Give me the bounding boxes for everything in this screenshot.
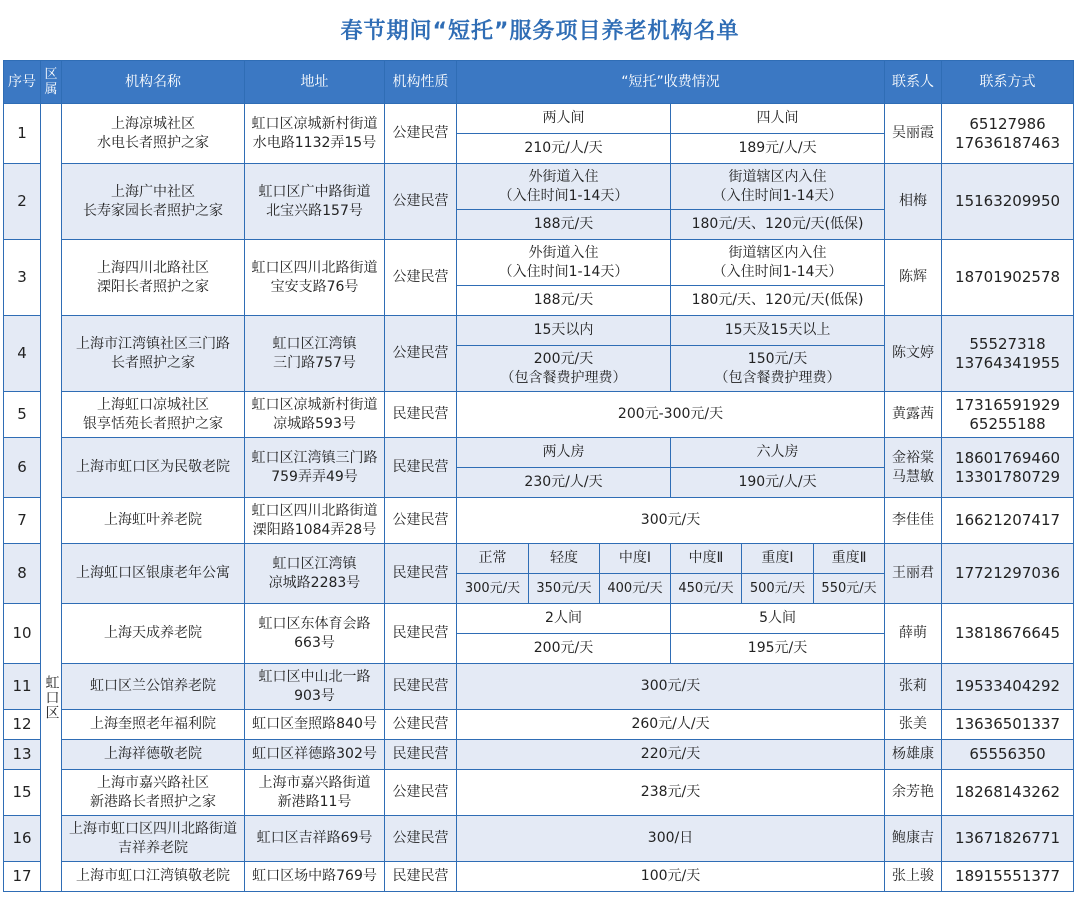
text-line: 13671826771 — [955, 829, 1061, 847]
row-index: 7 — [4, 498, 41, 544]
text-line: 外街道入住 — [528, 168, 599, 185]
contact-phone — [942, 544, 1074, 604]
text-line: 外街道入住 — [528, 244, 599, 261]
contact-phone — [942, 604, 1074, 664]
contact-person — [885, 240, 942, 316]
care-level-price: 550元/天 — [814, 574, 885, 604]
text-line: 张美 — [899, 716, 928, 732]
text-line: 150元/天 — [747, 350, 808, 367]
fee-flat: 260元/人/天 — [457, 710, 885, 740]
contact-phone — [942, 438, 1074, 498]
contact-person — [885, 710, 942, 740]
row-index: 11 — [4, 664, 41, 710]
text-line: 上海市虹口区四川北路街道 — [69, 820, 237, 837]
text-line: 水电长者照护之家 — [97, 134, 209, 151]
institution-address — [245, 544, 385, 604]
institution-name — [62, 240, 245, 316]
contact-phone — [942, 498, 1074, 544]
care-level-price: 350元/天 — [529, 574, 600, 604]
text-line: 17316591929 — [955, 395, 1061, 414]
text-line: （入住时间1-14天） — [498, 263, 629, 280]
row-index: 12 — [4, 710, 41, 740]
row-index: 4 — [4, 316, 41, 392]
text-line: 188元/天 — [533, 216, 594, 232]
contact-phone — [942, 104, 1074, 164]
table-row — [4, 770, 1074, 816]
institution-nature: 民建民营 — [385, 438, 457, 498]
institution-name — [62, 438, 245, 498]
text-line: 虹口区奎照路840号 — [252, 716, 377, 732]
text-line: 180元/天、120元/天(低保) — [691, 292, 864, 308]
text-line: 王丽君 — [892, 565, 935, 581]
text-line: （包含餐费护理费） — [500, 369, 627, 386]
row-index: 3 — [4, 240, 41, 316]
text-line: 189元/人/天 — [738, 140, 817, 156]
text-line: 街道辖区内入住 — [728, 244, 827, 261]
fee-price — [671, 286, 885, 316]
district-cell — [41, 104, 62, 892]
fee-price — [457, 134, 671, 164]
text-line: 两人房 — [542, 444, 585, 460]
institution-nature: 公建民营 — [385, 498, 457, 544]
table-row — [4, 544, 1074, 574]
table-row — [4, 740, 1074, 770]
row-index: 6 — [4, 438, 41, 498]
text-line: 上海市嘉兴路街道 — [258, 774, 371, 791]
fee-flat: 238元/天 — [457, 770, 885, 816]
text-line: 两人间 — [542, 110, 585, 126]
fee-room-type — [671, 164, 885, 210]
institution-address — [245, 498, 385, 544]
institution-name — [62, 770, 245, 816]
table-row — [4, 164, 1074, 210]
table-row — [4, 104, 1074, 134]
contact-person — [885, 544, 942, 604]
text-line: 13636501337 — [955, 715, 1061, 733]
institution-name — [62, 740, 245, 770]
contact-person — [885, 816, 942, 862]
text-line: 虹口区江湾镇 — [272, 555, 357, 572]
text-line: （包含餐费护理费） — [714, 369, 841, 386]
text-line: 相梅 — [899, 193, 928, 209]
contact-person — [885, 664, 942, 710]
contact-person — [885, 438, 942, 498]
text-line: 上海虹口区银康老年公寓 — [76, 565, 230, 581]
text-line: 上海四川北路社区 — [97, 259, 209, 276]
contact-person — [885, 740, 942, 770]
text-line: 上海市虹口江湾镇敬老院 — [76, 868, 230, 884]
text-line: 65556350 — [969, 745, 1046, 763]
text-line: 银享恬苑长者照护之家 — [83, 415, 223, 432]
header-fees: “短托”收费情况 — [457, 61, 885, 104]
contact-phone — [942, 740, 1074, 770]
fee-flat: 300元/天 — [457, 498, 885, 544]
fee-room-type — [457, 104, 671, 134]
text-line: 吉祥养老院 — [118, 839, 188, 856]
institution-name — [62, 710, 245, 740]
text-line: 180元/天、120元/天(低保) — [691, 216, 864, 232]
text-line: 上海广中社区 — [111, 183, 195, 200]
header-district: 区属 — [41, 61, 62, 104]
text-line: 薛萌 — [899, 625, 928, 641]
contact-phone — [942, 164, 1074, 240]
fee-room-type — [457, 604, 671, 634]
fee-price — [671, 346, 885, 392]
text-line: 18915551377 — [955, 867, 1061, 885]
text-line: （入住时间1-14天） — [498, 187, 629, 204]
fee-price — [671, 634, 885, 664]
text-line: （入住时间1-14天） — [712, 263, 843, 280]
text-line: 188元/天 — [533, 292, 594, 308]
text-line: 三门路757号 — [273, 354, 356, 371]
text-line: 水电路1132弄15号 — [252, 134, 377, 151]
page-title: 春节期间“短托”服务项目养老机构名单 — [340, 19, 740, 44]
fee-price — [457, 286, 671, 316]
text-line: 宝安支路76号 — [270, 278, 359, 295]
text-line: 18601769460 — [955, 448, 1061, 467]
text-line: 余芳艳 — [892, 784, 935, 800]
institution-name — [62, 862, 245, 892]
fee-flat: 200元-300元/天 — [457, 392, 885, 438]
institution-name — [62, 816, 245, 862]
text-line: 上海虹口凉城社区 — [97, 396, 209, 413]
text-line: 陈文婷 — [892, 345, 935, 361]
institution-name — [62, 544, 245, 604]
text-line: 5人间 — [759, 610, 796, 626]
institution-nature: 民建民营 — [385, 862, 457, 892]
care-level-price: 300元/天 — [457, 574, 529, 604]
text-line: 上海市嘉兴路社区 — [97, 774, 209, 791]
row-index: 10 — [4, 604, 41, 664]
district-label: 虹口区 — [43, 675, 60, 720]
institution-nature: 公建民营 — [385, 104, 457, 164]
text-line: 上海市虹口区为民敬老院 — [76, 459, 230, 475]
contact-phone — [942, 240, 1074, 316]
header-phone: 联系方式 — [942, 61, 1074, 104]
table-row — [4, 240, 1074, 286]
institution-address — [245, 862, 385, 892]
institution-name — [62, 664, 245, 710]
row-index: 16 — [4, 816, 41, 862]
institution-address — [245, 104, 385, 164]
contact-person — [885, 498, 942, 544]
fee-room-type — [671, 316, 885, 346]
table-row — [4, 316, 1074, 346]
institution-address — [245, 604, 385, 664]
table-row — [4, 498, 1074, 544]
institution-name — [62, 392, 245, 438]
text-line: 街道辖区内入住 — [728, 168, 827, 185]
row-index: 2 — [4, 164, 41, 240]
text-line: 200元/天 — [533, 350, 594, 367]
table-row — [4, 438, 1074, 468]
text-line: 上海凉城社区 — [111, 115, 195, 132]
institution-address — [245, 438, 385, 498]
text-line: 17721297036 — [955, 564, 1061, 582]
care-level: 重度Ⅱ — [814, 544, 885, 574]
fee-flat: 300元/天 — [457, 664, 885, 710]
fee-room-type — [457, 316, 671, 346]
institution-name — [62, 498, 245, 544]
institution-address — [245, 710, 385, 740]
text-line: 虹口区广中路街道 — [258, 183, 371, 200]
care-level: 正常 — [457, 544, 529, 574]
fee-price — [457, 468, 671, 498]
row-index: 8 — [4, 544, 41, 604]
text-line: 虹口区中山北一路 — [258, 668, 371, 685]
text-line: 鲍康吉 — [892, 830, 935, 846]
contact-phone — [942, 664, 1074, 710]
institution-nature: 民建民营 — [385, 664, 457, 710]
institution-nature: 公建民营 — [385, 710, 457, 740]
text-line: 17636187463 — [955, 133, 1061, 152]
fee-flat: 100元/天 — [457, 862, 885, 892]
text-line: 虹口区凉城新村街道 — [251, 396, 378, 413]
fee-room-type — [457, 438, 671, 468]
row-index: 5 — [4, 392, 41, 438]
fee-room-type — [457, 164, 671, 210]
fee-price — [671, 468, 885, 498]
contact-person — [885, 604, 942, 664]
institution-name — [62, 104, 245, 164]
row-index: 15 — [4, 770, 41, 816]
text-line: 200元/天 — [533, 640, 594, 656]
text-line: 四人间 — [756, 110, 799, 126]
text-line: 230元/人/天 — [524, 474, 603, 490]
text-line: 虹口区场中路769号 — [252, 868, 377, 884]
fee-room-type — [671, 240, 885, 286]
text-line: 上海奎照老年福利院 — [90, 716, 216, 732]
institution-address — [245, 164, 385, 240]
row-index: 17 — [4, 862, 41, 892]
text-line: 金裕棠 — [892, 449, 935, 466]
table-row — [4, 816, 1074, 862]
header-row — [4, 61, 1074, 104]
text-line: 上海天成养老院 — [104, 625, 202, 641]
table-row — [4, 710, 1074, 740]
text-line: 杨雄康 — [892, 746, 935, 762]
table-row — [4, 604, 1074, 634]
text-line: 903号 — [294, 687, 335, 704]
header-contact: 联系人 — [885, 61, 942, 104]
text-line: 195元/天 — [747, 640, 808, 656]
header-index: 序号 — [4, 61, 41, 104]
text-line: 北宝兴路157号 — [266, 202, 363, 219]
text-line: 溧阳路1084弄28号 — [252, 521, 377, 538]
text-line: 759弄弄49号 — [271, 468, 358, 485]
contact-phone — [942, 862, 1074, 892]
text-line: 虹口区四川北路街道 — [251, 502, 378, 519]
text-line: 六人房 — [756, 444, 799, 460]
care-level: 轻度 — [529, 544, 600, 574]
institution-nature: 公建民营 — [385, 816, 457, 862]
contact-phone — [942, 710, 1074, 740]
institution-address — [245, 740, 385, 770]
text-line: 凉城路2283号 — [268, 574, 361, 591]
fee-price — [457, 346, 671, 392]
text-line: 65127986 — [969, 114, 1046, 133]
fee-price — [457, 634, 671, 664]
text-line: 新港路11号 — [277, 793, 352, 810]
text-line: 溧阳长者照护之家 — [97, 278, 209, 295]
institution-address — [245, 664, 385, 710]
text-line: 长寿家园长者照护之家 — [83, 202, 223, 219]
contact-person — [885, 392, 942, 438]
text-line: 13764341955 — [955, 353, 1061, 372]
row-index: 1 — [4, 104, 41, 164]
text-line: 虹口区四川北路街道 — [251, 259, 378, 276]
institution-nature: 民建民营 — [385, 392, 457, 438]
care-level: 重度Ⅰ — [742, 544, 814, 574]
care-level-price: 450元/天 — [671, 574, 742, 604]
care-level-price: 400元/天 — [600, 574, 671, 604]
institution-nature: 民建民营 — [385, 740, 457, 770]
fee-room-type — [457, 240, 671, 286]
text-line: 210元/人/天 — [524, 140, 603, 156]
text-line: 65255188 — [969, 414, 1046, 433]
text-line: 190元/人/天 — [738, 474, 817, 490]
text-line: （入住时间1-14天） — [712, 187, 843, 204]
care-level-price: 500元/天 — [742, 574, 814, 604]
contact-phone — [942, 392, 1074, 438]
text-line: 55527318 — [969, 334, 1046, 353]
text-line: 15163209950 — [955, 192, 1061, 210]
text-line: 上海祥德敬老院 — [104, 746, 202, 762]
institution-table — [3, 60, 1074, 892]
text-line: 虹口区吉祥路69号 — [256, 830, 373, 846]
institution-nature: 公建民营 — [385, 770, 457, 816]
text-line: 凉城路593号 — [273, 415, 356, 432]
contact-person — [885, 770, 942, 816]
text-line: 吴丽霞 — [892, 125, 935, 141]
institution-nature: 公建民营 — [385, 240, 457, 316]
row-index: 13 — [4, 740, 41, 770]
table-body — [4, 104, 1074, 892]
text-line: 19533404292 — [955, 677, 1061, 695]
text-line: 663号 — [294, 634, 335, 651]
fee-price — [671, 134, 885, 164]
institution-name — [62, 164, 245, 240]
table-row — [4, 664, 1074, 710]
care-level: 中度Ⅰ — [600, 544, 671, 574]
institution-address — [245, 816, 385, 862]
text-line: 张上骏 — [892, 868, 935, 884]
text-line: 虹口区东体育会路 — [258, 615, 371, 632]
institution-nature: 民建民营 — [385, 544, 457, 604]
text-line: 13301780729 — [955, 467, 1061, 486]
text-line: 上海虹叶养老院 — [104, 512, 202, 528]
text-line: 新港路长者照护之家 — [90, 793, 216, 810]
header-address: 地址 — [245, 61, 385, 104]
contact-phone — [942, 816, 1074, 862]
fee-price — [671, 210, 885, 240]
contact-phone — [942, 770, 1074, 816]
institution-nature: 公建民营 — [385, 316, 457, 392]
fee-price — [457, 210, 671, 240]
text-line: 虹口区祥德路302号 — [252, 746, 377, 762]
institution-address — [245, 392, 385, 438]
text-line: 黄露茜 — [892, 406, 935, 422]
table-row — [4, 392, 1074, 438]
fee-room-type — [671, 604, 885, 634]
text-line: 15天及15天以上 — [724, 322, 831, 338]
text-line: 18701902578 — [955, 268, 1061, 286]
header-nature: 机构性质 — [385, 61, 457, 104]
text-line: 虹口区凉城新村街道 — [251, 115, 378, 132]
contact-person — [885, 316, 942, 392]
text-line: 13818676645 — [955, 624, 1061, 642]
institution-nature: 公建民营 — [385, 164, 457, 240]
table-row — [4, 862, 1074, 892]
institution-address — [245, 316, 385, 392]
institution-address — [245, 240, 385, 316]
contact-person — [885, 164, 942, 240]
text-line: 15天以内 — [533, 322, 594, 338]
text-line: 16621207417 — [955, 511, 1061, 529]
text-line: 长者照护之家 — [111, 354, 195, 371]
text-line: 陈辉 — [899, 269, 928, 285]
text-line: 虹口区江湾镇 — [272, 335, 357, 352]
contact-person — [885, 104, 942, 164]
institution-name — [62, 604, 245, 664]
text-line: 李佳佳 — [892, 512, 935, 528]
fee-room-type — [671, 104, 885, 134]
text-line: 2人间 — [545, 610, 582, 626]
fee-flat: 300/日 — [457, 816, 885, 862]
text-line: 上海市江湾镇社区三门路 — [76, 335, 230, 352]
fee-room-type — [671, 438, 885, 468]
institution-nature: 民建民营 — [385, 604, 457, 664]
contact-person — [885, 862, 942, 892]
text-line: 马慧敏 — [892, 468, 935, 485]
header-name: 机构名称 — [62, 61, 245, 104]
text-line: 18268143262 — [955, 783, 1061, 801]
text-line: 虹口区江湾镇三门路 — [251, 449, 378, 466]
text-line: 虹口区兰公馆养老院 — [90, 678, 216, 694]
fee-flat: 220元/天 — [457, 740, 885, 770]
contact-phone — [942, 316, 1074, 392]
institution-address — [245, 770, 385, 816]
institution-name — [62, 316, 245, 392]
care-level: 中度Ⅱ — [671, 544, 742, 574]
text-line: 张莉 — [899, 678, 928, 694]
